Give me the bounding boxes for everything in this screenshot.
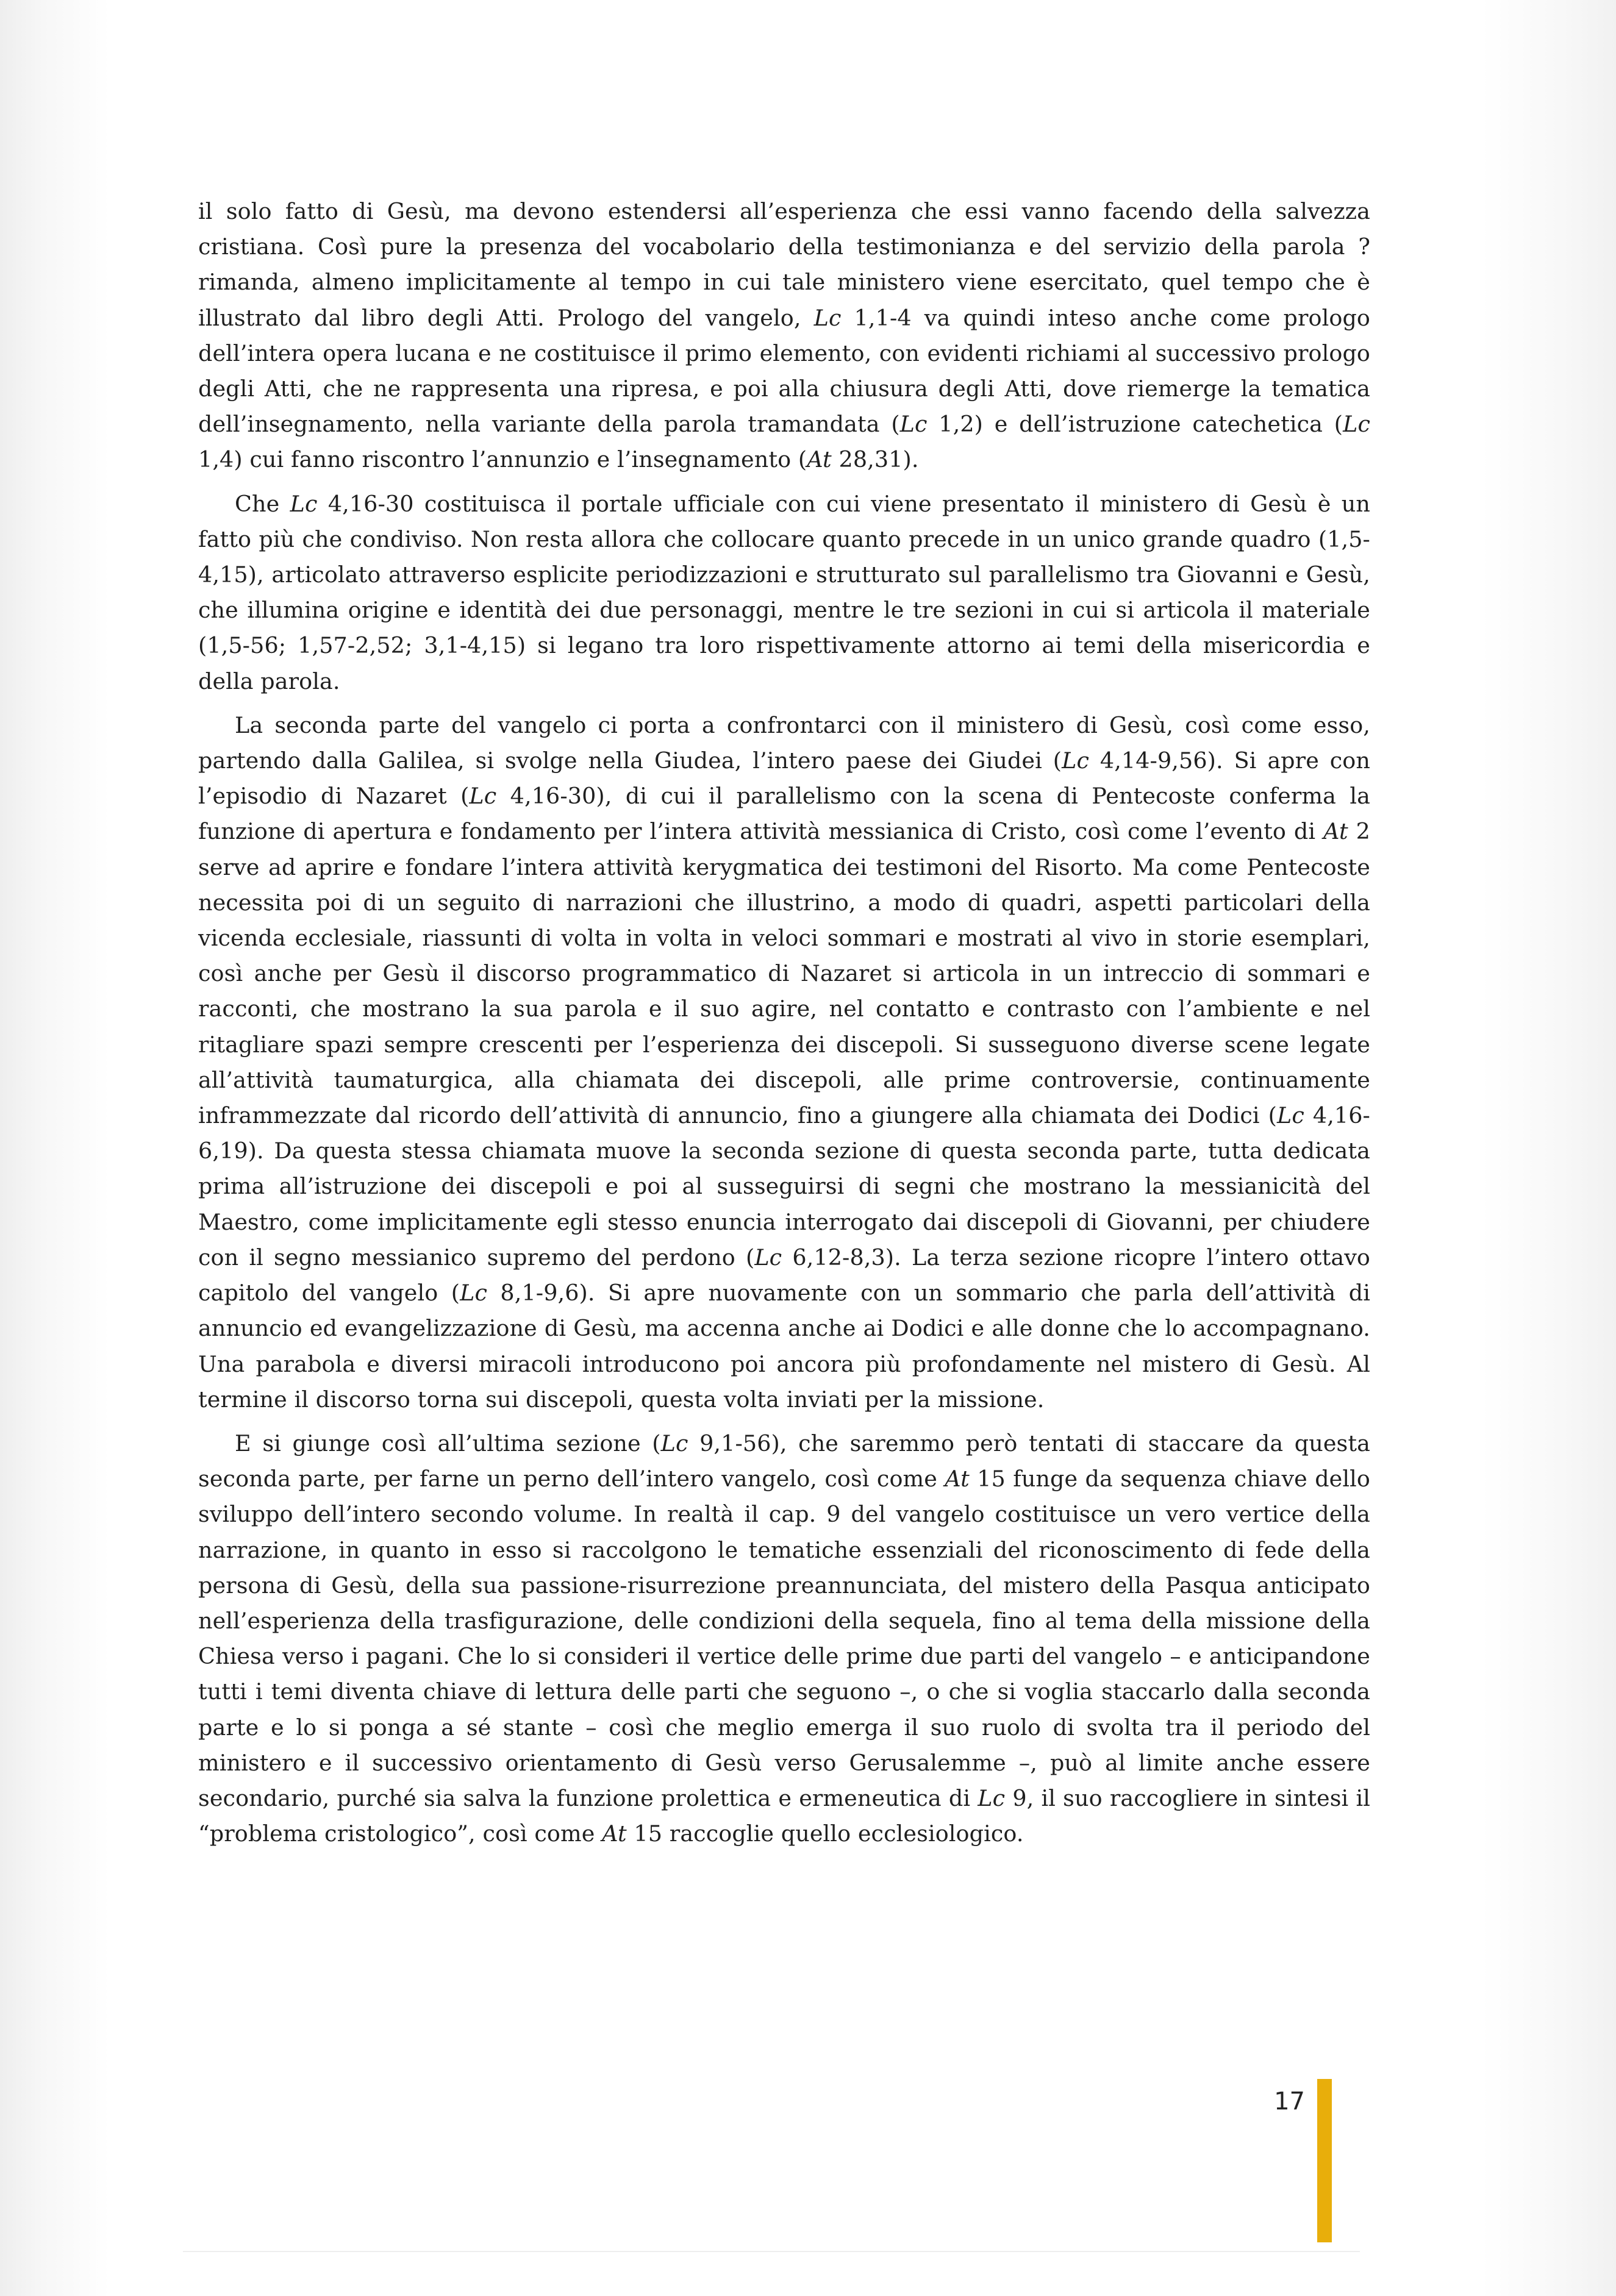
text-run: 28,31). xyxy=(831,446,919,473)
citation-abbrev: Lc xyxy=(899,411,928,438)
citation-abbrev: At xyxy=(945,1466,970,1492)
text-run: 4,16-6,19). Da questa stessa chiamata muove la seconda sezione di questa seconda parte, tutta dedicata prima all’istruzione dei discepoli e poi al susseguirsi di segni che mostrano la messianicità del Maestro, come implicitamente egli stesso enuncia interrogato dai discepoli di Giovanni, per chiudere con il segno messianico supremo del perdono ( xyxy=(198,1102,1370,1271)
citation-abbrev: Lc xyxy=(460,1280,487,1307)
paragraph-1 xyxy=(198,194,1370,478)
text-run: 15 raccoglie quello ecclesiologico. xyxy=(626,1820,1024,1847)
text-run: 9,1-56), che saremmo però tentati di staccare da questa seconda parte, per farne un perno dell’intero vangelo, così come xyxy=(198,1430,1370,1492)
citation-abbrev: Lc xyxy=(290,490,318,517)
text-run: 9, il suo raccogliere in sintesi il “problema cristologico”, così come xyxy=(198,1784,1370,1847)
bottom-rule xyxy=(183,2251,1360,2252)
text-run: 8,1-9,6). Si apre nuovamente con un sommario che parla dell’attività di annuncio ed evangelizzazione di Gesù, ma accenna anche ai Dodici e alle donne che lo accompagnano. Una parabola e diversi miracoli introducono poi ancora più profondamente nel mistero di Gesù. Al termine il discorso torna sui discepoli, questa volta inviati per la missione. xyxy=(198,1280,1371,1413)
text-run: 15 funge da sequenza chiave dello sviluppo dell’intero secondo volume. In realtà il cap. 9 del vangelo costituisce un vero vertice della narrazione, in quanto in esso si raccolgono le tematiche essenziali del riconoscimento di fede della persona di Gesù, della sua passione-risurrezione preannunciata, del mistero della Pasqua anticipato nell’esperienza della trasfigurazione, delle condizioni della sequela, fino al tema della missione della Chiesa verso i pagani. Che lo si consideri il vertice delle prime due parti del vangelo – e anticipandone tutti i temi diventa chiave di lettura delle parti che seguono –, o che si voglia staccarlo dalla seconda parte e lo si ponga a sé stante – così che meglio emerga il suo ruolo di svolta tra il periodo del ministero e il successivo orientamento di Gesù verso Gerusalemme –, può al limite anche essere secondario, purché sia salva la funzione prolettica e ermeneutica di xyxy=(198,1466,1371,1811)
text-run: 4,16-30), di cui il parallelismo con la scena di Pentecoste conferma la funzione di apertura e fondamento per l’intera attività messianica di Cristo, così come l’evento di xyxy=(198,783,1370,845)
text-run: 1,1-4 va quindi inteso anche come prologo dell’intera opera lucana e ne costituisce il primo elemento, con evidenti richiami al successivo prologo degli Atti, che ne rappresenta una ripresa, e poi alla chiusura degli Atti, dove riemerge la tematica dell’insegnamento, nella variante della parola tramandata ( xyxy=(198,304,1371,438)
citation-abbrev: Lc xyxy=(754,1244,782,1271)
text-run: 1,2) e dell’istruzione catechetica ( xyxy=(927,411,1343,438)
paragraph-3 xyxy=(198,708,1370,1417)
text-run: 4,16-30 costituisca il portale ufficiale con cui viene presentato il ministero di Gesù è un fatto più che condiviso. Non resta allora che collocare quanto precede in un unico grande quadro (1,5-4,15), articolato attraverso esplicite periodizzazioni e strutturato sul parallelismo tra Giovanni e Gesù, che illumina origine e identità dei due personaggi, mentre le tre sezioni in cui si articola il materiale (1,5-56; 1,57-2,52; 3,1-4,15) si legano tra loro rispettivamente attorno ai temi della misericordia e della parola. xyxy=(198,490,1370,694)
text-run: 1,4) cui fanno riscontro l’annunzio e l’insegnamento ( xyxy=(198,446,807,473)
text-run: La seconda parte del vangelo ci porta a confrontarci con il ministero di Gesù, così come esso, partendo dalla Galilea, si svolge nella Giudea, l’intero paese dei Giudei ( xyxy=(198,711,1370,774)
text-run: E si giunge così all’ultima sezione ( xyxy=(235,1430,661,1456)
citation-abbrev: Lc xyxy=(660,1430,688,1456)
paragraph-4 xyxy=(198,1426,1370,1852)
text-run: il solo fatto di Gesù, ma devono estendersi all’esperienza che essi vanno facendo della salvezza cristiana. Così pure la presenza del vocabolario della testimonianza e del servizio della parola ?rimanda, almeno implicitamente al tempo in cui tale ministero viene esercitato, quel tempo che è illustrato dal libro degli Atti. Prologo del vangelo, xyxy=(198,198,1370,331)
text-run: Che xyxy=(235,490,290,517)
citation-abbrev: Lc xyxy=(978,1784,1006,1811)
text-run: 6,12-8,3). La terza sezione ricopre l’intero ottavo capitolo del vangelo ( xyxy=(198,1244,1370,1307)
citation-abbrev: Lc xyxy=(1062,747,1090,774)
citation-abbrev: Lc xyxy=(813,304,842,331)
citation-abbrev: At xyxy=(602,1820,627,1847)
citation-abbrev: Lc xyxy=(1343,411,1371,438)
citation-abbrev: Lc xyxy=(1277,1102,1304,1129)
page-number: 17 xyxy=(1274,2087,1305,2116)
body-text xyxy=(198,194,1370,1860)
paragraph-2 xyxy=(198,487,1370,699)
text-run: 4,14-9,56). Si apre con l’episodio di Nazaret ( xyxy=(198,747,1370,810)
citation-abbrev: Lc xyxy=(469,783,497,810)
citation-abbrev: At xyxy=(807,446,832,473)
text-run: 2 serve ad aprire e fondare l’intera attività kerygmatica dei testimoni del Risorto. Ma come Pentecoste necessita poi di un seguito di narrazioni che illustrino, a modo di quadri, aspetti particolari della vicenda ecclesiale, riassunti di volta in volta in veloci sommari e mostrati al vivo in storie esemplari, così anche per Gesù il discorso programmatico di Nazaret si articola in un intreccio di sommari e racconti, che mostrano la sua parola e il suo agire, nel contatto e contrasto con l’ambiente e nel ritagliare spazi sempre crescenti per l’esperienza dei discepoli. Si susseguono diverse scene legate all’attività taumaturgica, alla chiamata dei discepoli, alle prime controversie, continuamente inframmezzate dal ricordo dell’attività di annuncio, fino a giungere alla chiamata dei Dodici ( xyxy=(198,818,1370,1129)
citation-abbrev: At xyxy=(1323,818,1348,845)
page-accent-bar xyxy=(1317,2079,1332,2242)
